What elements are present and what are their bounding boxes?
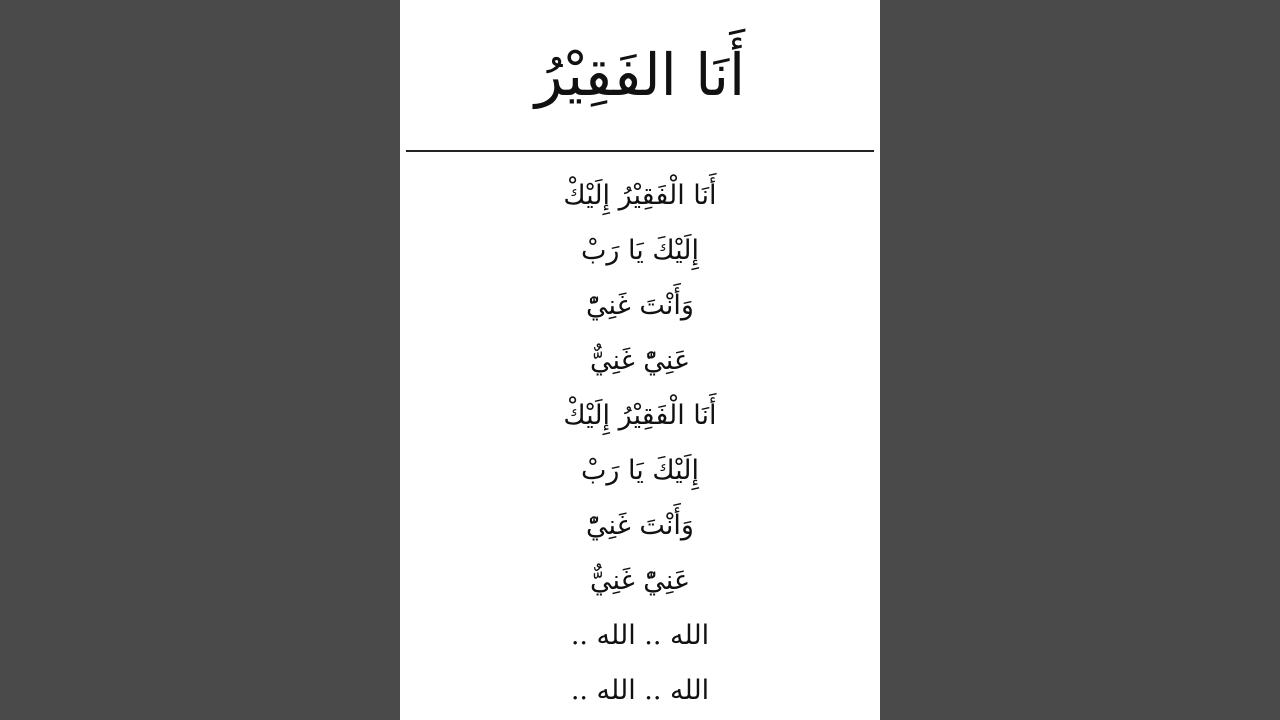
lyric-line: عَنِيّْ غَنِيٌّ — [589, 565, 691, 596]
lyrics-page — [400, 0, 880, 720]
lyric-line: إِلَيْكَ يَا رَبْ — [581, 235, 699, 266]
lyric-line: وَأَنْتَ غَنِيّْ — [586, 510, 694, 541]
lyrics-list — [400, 168, 880, 718]
lyric-line: وَأَنْتَ غَنِيّْ — [586, 290, 694, 321]
title-divider — [406, 150, 874, 152]
lyric-line: إِلَيْكَ يَا رَبْ — [581, 455, 699, 486]
lyric-line: عَنِيّْ غَنِيٌّ — [589, 345, 691, 376]
page-title: أَنَا الفَقِيْرُ — [534, 41, 746, 109]
lyric-line: أَنَا الْفَقِيْرُ إِلَيْكْ — [563, 180, 717, 211]
lyric-line: أَنَا الْفَقِيْرُ إِلَيْكْ — [563, 400, 717, 431]
lyric-line: الله .. الله .. — [570, 675, 710, 706]
lyric-line: الله .. الله .. — [570, 620, 710, 651]
